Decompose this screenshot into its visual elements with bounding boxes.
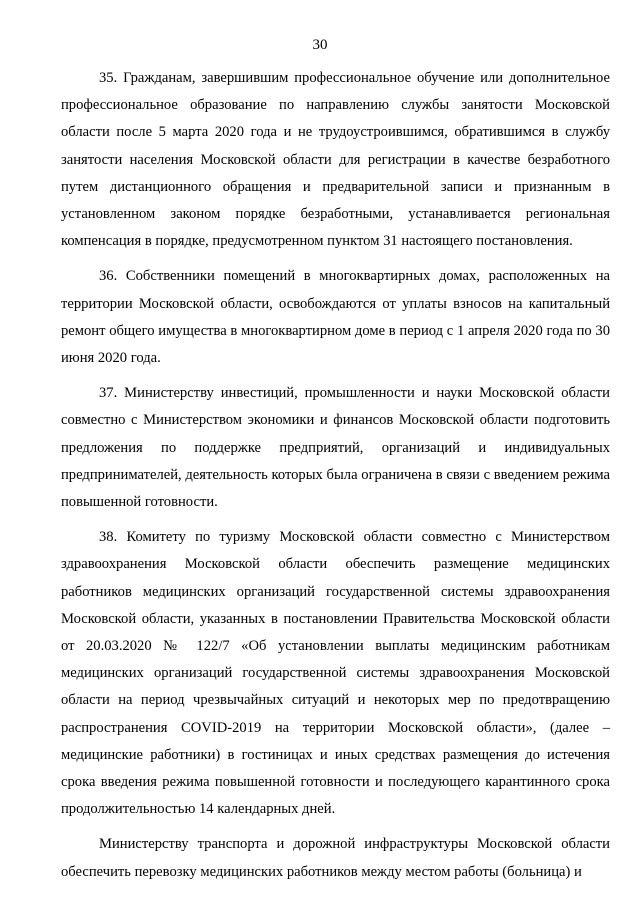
document-body bbox=[61, 65, 610, 894]
page-number: 30 bbox=[312, 37, 328, 53]
paragraph-38: 38. Комитету по туризму Московской области совместно с Министерством здравоохранения Московской области обеспечить размещение медицинских работников медицинских организаций государственной системы здравоохранения Московской области, указанных в постановлении Правительства Московской области от 20.03.2020 № 122/7 «Об установлении выплаты медицинским работникам медицинских организаций государственной системы здравоохранения Московской области на период чрезвычайных ситуаций и некоторых мер по предотвращению распространения COVID-2019 на территории Московской области», (далее – медицинские работники) в гостиницах и иных средствах размещения до истечения срока введения режима повышенной готовности и последующего карантинного срока продолжительностью 14 календарных дней. bbox=[61, 529, 610, 818]
paragraph-36: 36. Собственники помещений в многоквартирных домах, расположенных на территории Московской области, освобождаются от уплаты взносов на капитальный ремонт общего имущества в многоквартирном доме в период с 1 апреля 2020 года по 30 июня 2020 года. bbox=[61, 268, 610, 367]
paragraph-35: 35. Гражданам, завершившим профессиональное обучение или дополнительное профессиональное образование по направлению службы занятости Московской области после 5 марта 2020 года и не трудоустроившимся, обратившимся в службу занятости населения Московской области для регистрации в качестве безработного путем дистанционного обращения и предварительной записи и признанным в установленном законом порядке безработными, устанавливается региональная компенсация в порядке, предусмотренном пунктом 31 настоящего постановления. bbox=[61, 70, 610, 250]
paragraph-37: 37. Министерству инвестиций, промышленности и науки Московской области совместно с Министерством экономики и финансов Московской области подготовить предложения по поддержке предприятий, организаций и индивидуальных предпринимателей, деятельность которых была ограничена в связи с введением режима повышенной готовности. bbox=[61, 385, 610, 511]
paragraph-38-continuation: Министерству транспорта и дорожной инфраструктуры Московской области обеспечить перевозку медицинских работников между местом работы (больница) и bbox=[61, 836, 610, 880]
